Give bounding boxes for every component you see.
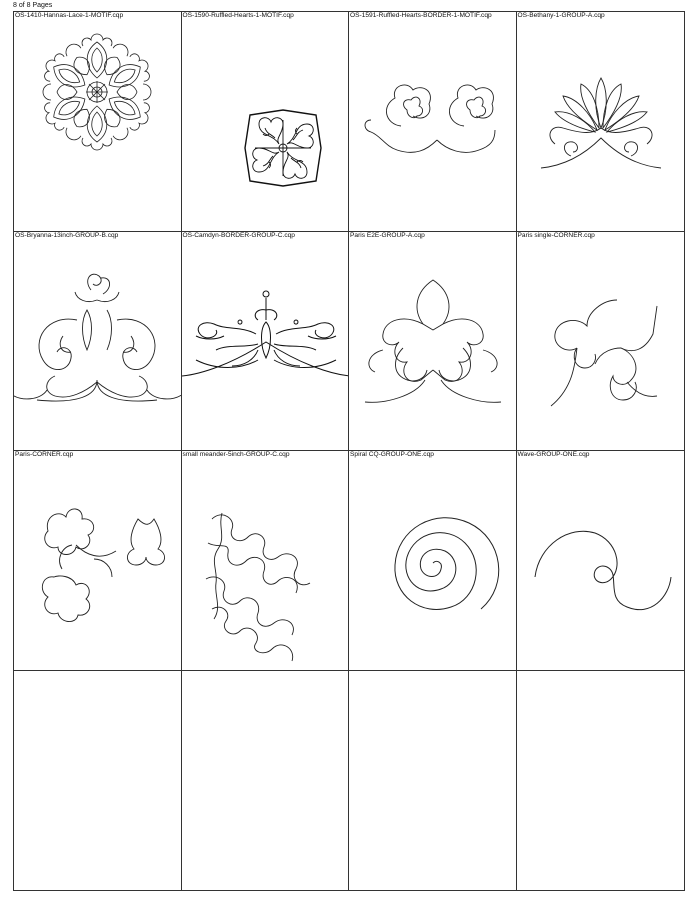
bryanna-scroll-icon: [14, 240, 181, 449]
design-cell[interactable]: [14, 232, 182, 452]
paris-single-corner-icon: [517, 240, 684, 449]
wave-icon: [517, 459, 684, 668]
empty-cell: [349, 671, 517, 891]
design-cell[interactable]: [349, 232, 517, 452]
paris-e2e-icon: [349, 240, 516, 449]
design-cell[interactable]: [349, 12, 517, 232]
design-filename: Paris single-CORNER.cqp: [517, 231, 595, 239]
design-cell[interactable]: [517, 232, 685, 452]
ruffled-hearts-border-icon: [349, 20, 516, 229]
design-cell[interactable]: [182, 451, 350, 671]
paris-corner-icon: [14, 459, 181, 668]
design-filename: OS-1590-Ruffled-Hearts-1-MOTIF.cqp: [182, 12, 294, 19]
design-filename: OS-Camdyn-BORDER-GROUP-C.cqp: [182, 231, 295, 239]
page-count: 8 of 8 Pages: [13, 2, 53, 9]
empty-cell: [14, 671, 182, 891]
design-cell[interactable]: [14, 12, 182, 232]
empty-cell: [182, 671, 350, 891]
design-filename: OS-1410-Hannas-Lace-1-MOTIF.cqp: [15, 12, 124, 19]
design-filename: Spiral CQ-GROUP-ONE.cqp: [350, 451, 434, 458]
meander-icon: [182, 459, 349, 668]
design-cell[interactable]: [182, 232, 350, 452]
bethany-fan-icon: [517, 20, 684, 229]
design-filename: OS-Bethany-1-GROUP-A.cqp: [517, 12, 605, 19]
design-filename: Wave-GROUP-ONE.cqp: [517, 451, 590, 458]
empty-cell: [517, 671, 685, 891]
ruffled-hearts-motif-icon: [182, 20, 349, 229]
design-cell[interactable]: [182, 12, 350, 232]
design-grid: [13, 11, 685, 891]
design-filename: OS-1591-Ruffled-Hearts-BORDER-1-MOTIF.cqp: [350, 12, 492, 19]
design-cell[interactable]: [517, 12, 685, 232]
spiral-icon: [349, 459, 516, 668]
design-filename: Paris-CORNER.cqp: [15, 451, 74, 458]
camdyn-border-icon: [182, 240, 349, 449]
hannas-lace-motif-icon: [14, 20, 181, 229]
design-cell[interactable]: [14, 451, 182, 671]
design-cell[interactable]: [517, 451, 685, 671]
design-cell[interactable]: [349, 451, 517, 671]
design-filename: Paris E2E-GROUP-A.cqp: [350, 231, 425, 239]
design-filename: small meander-5inch-GROUP-C.cqp: [182, 451, 290, 458]
design-filename: OS-Bryanna-13inch-GROUP-B.cqp: [15, 231, 119, 239]
